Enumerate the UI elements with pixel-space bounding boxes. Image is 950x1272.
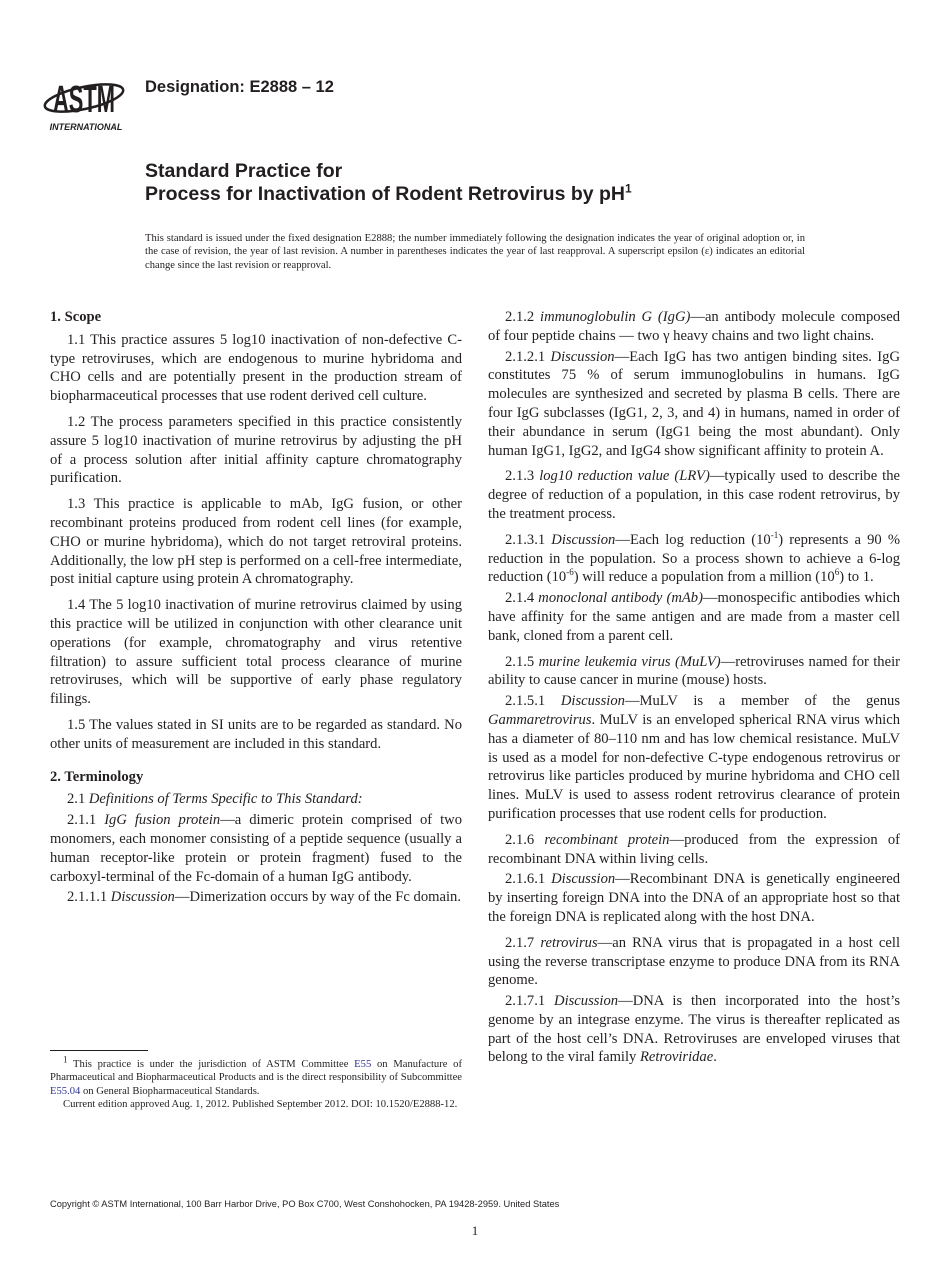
- title-line-1: Standard Practice for: [145, 160, 343, 182]
- superscript: -1: [770, 529, 779, 540]
- italic-term: Gammaretrovirus: [488, 711, 592, 728]
- paragraph: [50, 495, 462, 589]
- italic-term: Definitions of Terms Specific to This Standard:: [88, 791, 363, 808]
- text-run: 2.1: [67, 791, 89, 808]
- text-run: 2.1.5.1: [505, 693, 561, 710]
- text-run: 2. Terminology: [50, 768, 144, 785]
- paragraph: [488, 831, 900, 869]
- committee-link[interactable]: E55.04: [50, 1085, 81, 1097]
- text-run: —a dimeric protein comprised of two monomers, each monomer consisting of a peptide sequence (usually a human receptor-like protein or protein fragment) fused to the carboxyl-terminal of the Fc-domain of a human IgG antibody.: [50, 812, 462, 885]
- text-run: —monospecific antibodies which have affinity for the same antigen and are made from a master cell bank, cloned from a parent cell.: [488, 590, 900, 644]
- committee-link[interactable]: E55: [354, 1059, 372, 1070]
- text-run: —Dimerization occurs by way of the Fc domain.: [174, 889, 461, 906]
- text-run: 1.1 This practice assures 5 log10 inactivation of non-defective C-type retroviruses, which are endogenous to murine hybridoma and CHO cells and are potentially present in the production stream of biopharmaceutical processes that use rodent derived cell culture.: [50, 331, 462, 405]
- paragraph: [488, 467, 900, 523]
- text-run: 2.1.5: [505, 653, 539, 670]
- text-run: 2.1.4: [505, 590, 539, 607]
- paragraph: [50, 413, 462, 488]
- title-line-2: Process for Inactivation of Rodent Retrovirus by pH: [145, 183, 625, 205]
- text-run: ) will reduce a population from a million (10: [573, 569, 835, 586]
- svg-text:ASTM: ASTM: [53, 79, 115, 121]
- text-run: Current edition approved Aug. 1, 2012. Published September 2012. DOI: 10.1520/E2888-12.: [63, 1099, 458, 1111]
- text-run: 2.1.3.1: [505, 531, 552, 548]
- paragraph: [488, 348, 900, 461]
- text-run: 2.1.6: [505, 831, 545, 848]
- italic-term: Discussion: [554, 993, 619, 1010]
- paragraph: [488, 308, 900, 346]
- text-run: ) represents a 90 % reduction in the population. So a process shown to achieve a 6-log reduction (10: [488, 531, 901, 586]
- italic-term: murine leukemia virus (MuLV): [538, 653, 721, 670]
- text-run: —DNA is then incorporated into the host’s genome by an integrase enzyme. The virus is thereafter replicated as part of the host cell’s DNA. Retroviruses are enveloped viruses that belong to the viral family: [488, 993, 901, 1066]
- italic-term: Discussion: [560, 693, 625, 710]
- footnote-paragraph: [50, 1054, 462, 1098]
- text-run: —Each log reduction (10: [615, 531, 771, 548]
- text-run: 2.1.1.1: [67, 889, 111, 906]
- paragraph: [488, 692, 900, 824]
- paragraph: [50, 790, 462, 809]
- italic-term: Discussion: [551, 531, 616, 548]
- text-run: —produced from the expression of recombinant DNA within living cells.: [488, 831, 900, 867]
- italic-term: IgG fusion protein: [104, 812, 221, 829]
- footnote-divider: [50, 1050, 148, 1051]
- text-run: .: [713, 1049, 717, 1066]
- text-run: on General Biopharmaceutical Standards.: [80, 1085, 260, 1097]
- copyright: Copyright © ASTM International, 100 Barr Harbor Drive, PO Box C700, West Conshohocken, PA 19428-2959. United States: [50, 1199, 560, 1209]
- paragraph: [488, 934, 900, 990]
- footnote-paragraph: [50, 1098, 462, 1111]
- italic-term: retrovirus: [540, 934, 598, 951]
- italic-term: recombinant protein: [544, 831, 670, 848]
- paragraph: [488, 992, 900, 1067]
- text-run: —an antibody molecule composed of four peptide chains — two γ heavy chains and two light chains.: [488, 309, 900, 344]
- text-run: 2.1.7.1: [505, 993, 555, 1010]
- italic-term: immunoglobulin G (IgG): [540, 309, 691, 325]
- text-run: 2.1.6.1: [505, 871, 552, 888]
- paragraph: [50, 596, 462, 709]
- paragraph: [488, 870, 900, 926]
- text-run: . MuLV is an enveloped spherical RNA virus which has a diameter of 80–110 nm and has low chemical resistance. MuLV is used as a model for non-defective C-type endogenous retrovirus or retrovirus like particles produced by murine hybridoma and CHO cell lines. MuLV is used to assess rodent retrovirus clearance of protein purification processes that use rodent cells for production.: [488, 711, 900, 822]
- paragraph: [50, 888, 462, 907]
- text-run: 1.3 This practice is applicable to mAb, IgG fusion, or other recombinant proteins produced from rodent cell lines (for example, CHO or murine hybridoma), which do not target retroviral proteins. Additionally, the low pH step is performed on a cell-free intermediate, post initial capture using protein A chromatography.: [50, 496, 462, 588]
- svg-text:INTERNATIONAL: INTERNATIONAL: [49, 122, 123, 132]
- paragraph: [488, 531, 900, 587]
- text-run: 2.1.1: [67, 812, 105, 829]
- astm-logo: [36, 62, 136, 134]
- italic-term: monoclonal antibody (mAb): [538, 590, 703, 607]
- document-title: [145, 160, 632, 206]
- standard-notice: This standard is issued under the fixed designation E2888; the number immediately following the designation indicates the year of original adoption or, in the case of revision, the year of last revision. A number in parentheses indicates the year of last reapproval. A superscript epsilon (ε) indicates an editorial change since the last revision or reapproval.: [145, 233, 805, 271]
- text-run: 1.5 The values stated in SI units are to be regarded as standard. No other units of measurement are included in this standard.: [50, 716, 462, 752]
- right-column: [488, 308, 900, 1074]
- text-run: —retroviruses named for their ability to cause cancer in murine (mouse) hosts.: [488, 653, 900, 689]
- footnote: [50, 1054, 462, 1112]
- text-run: on Manufacture of Pharmaceutical and Biopharmaceutical Products and is the direct responsibility of Subcommittee: [50, 1059, 462, 1084]
- text-run: ) to 1.: [839, 569, 874, 586]
- section-heading: [50, 768, 462, 787]
- designation: Designation: E2888 – 12: [145, 78, 334, 96]
- left-column: [50, 308, 462, 914]
- text-run: —typically used to describe the degree of reduction of a population, in this case rodent retrovirus, by the treatment process.: [488, 468, 900, 522]
- superscript: 1: [63, 1054, 68, 1065]
- text-run: —MuLV is a member of the genus: [624, 693, 901, 710]
- italic-term: Discussion: [110, 889, 175, 906]
- text-run: 1. Scope: [50, 309, 102, 325]
- text-run: —Recombinant DNA is genetically engineered by inserting foreign DNA into the DNA of an appropriate host so that the foreign DNA is replicated along with the host DNA.: [488, 871, 901, 925]
- text-run: 2.1.3: [505, 468, 540, 485]
- title-footnote-ref[interactable]: 1: [625, 181, 632, 196]
- paragraph: [50, 716, 462, 754]
- paragraph: [50, 811, 462, 886]
- text-run: —an RNA virus that is propagated in a host cell using the reverse transcriptase enzyme to produce DNA from its RNA genome.: [488, 934, 900, 989]
- text-run: 2.1.2: [505, 309, 541, 325]
- text-run: 2.1.2.1: [505, 348, 551, 365]
- paragraph: [50, 331, 462, 406]
- italic-term: log10 reduction value (LRV): [539, 468, 710, 485]
- paragraph: [488, 653, 900, 691]
- italic-term: Discussion: [550, 348, 615, 365]
- text-run: 1.2 The process parameters specified in this practice consistently assure 5 log10 inactivation of murine retrovirus by adjusting the pH of a process solution after initial affinity capture chromatography purification.: [50, 413, 462, 487]
- page-number: 1: [471, 1223, 479, 1238]
- text-run: 2.1.7: [505, 934, 541, 951]
- italic-term: Retroviridae: [639, 1049, 714, 1066]
- italic-term: Discussion: [551, 871, 616, 888]
- paragraph: [488, 589, 900, 645]
- superscript: 6: [834, 567, 840, 578]
- text-run: This practice is under the jurisdiction of ASTM Committee: [67, 1059, 355, 1070]
- text-run: —Each IgG has two antigen binding sites. IgG constitutes 75 % of serum immunoglobulins in humans. IgG molecules are synthesized and secreted by plasma B cells. There are four IgG subclasses (IgG1, 2, 3, and 4) in humans, named in order of their abundance in serum (IgG1 being the most abundant). Only human IgG1, IgG2, and IgG4 show significant affinity to protein A.: [488, 348, 900, 459]
- superscript: -6: [566, 567, 574, 578]
- text-run: 1.4 The 5 log10 inactivation of murine retrovirus claimed by using this practice will be utilized in conjunction with other clearance unit operations (for example, chromatography and virus retentive filtration) to assure sufficient total process clearance of murine retroviruses, which will be supportive of early phase regulatory filings.: [50, 597, 462, 708]
- section-heading: [50, 308, 462, 327]
